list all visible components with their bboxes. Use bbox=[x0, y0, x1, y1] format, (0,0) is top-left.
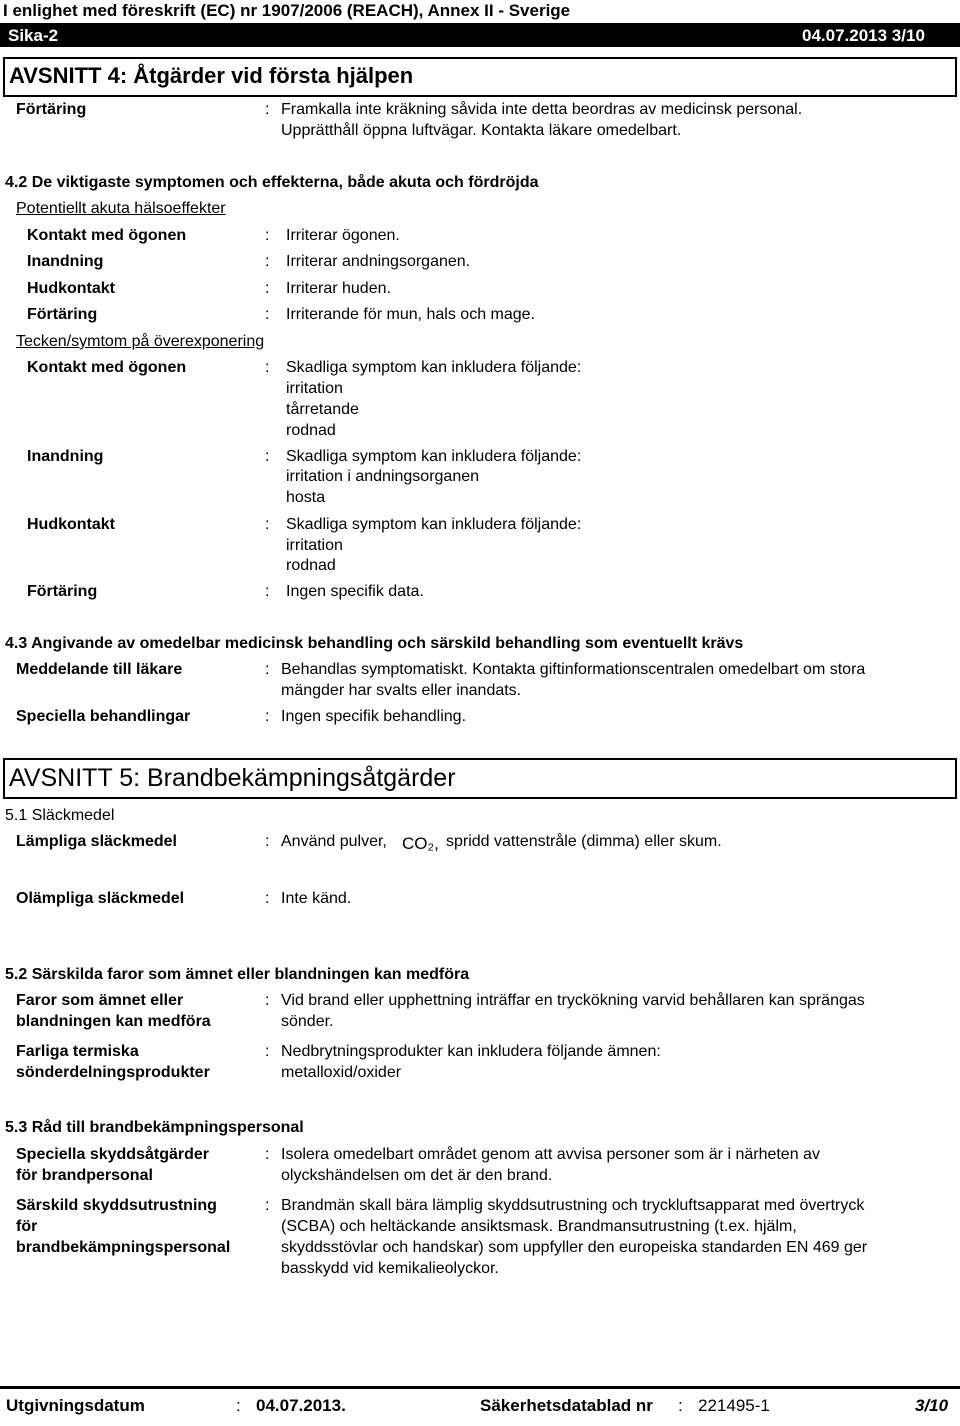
colon: : bbox=[265, 661, 270, 678]
colon: : bbox=[265, 583, 270, 600]
colon: : bbox=[265, 306, 270, 323]
document-header-title: I enlighet med föreskrift (EC) nr 1907/2006 (REACH), Annex II - Sverige bbox=[3, 1, 571, 20]
section-5-heading: AVSNITT 5: Brandbekämpningsåtgärder bbox=[9, 764, 456, 792]
signs-skin-line: Skadliga symptom kan inkludera följande: bbox=[286, 516, 582, 533]
acute-ingestion-label: Förtäring bbox=[27, 306, 98, 323]
colon: : bbox=[265, 359, 270, 376]
colon: : bbox=[265, 280, 270, 297]
colon: : bbox=[265, 1043, 270, 1060]
equipment-line: Brandmän skall bära lämplig skyddsutrustning och tryckluftsapparat med övertryck bbox=[281, 1197, 865, 1214]
equipment-line: basskydd vid kemikalieolyckor. bbox=[281, 1260, 499, 1277]
colon: : bbox=[265, 1146, 270, 1163]
signs-inhalation-line: hosta bbox=[286, 489, 326, 506]
colon: : bbox=[265, 516, 270, 533]
colon: : bbox=[265, 253, 270, 270]
signs-eye-line: tårretande bbox=[286, 401, 359, 418]
subsection-5-3-heading: 5.3 Råd till brandbekämpningspersonal bbox=[5, 1119, 304, 1136]
signs-skin-line: rodnad bbox=[286, 557, 336, 574]
hazards-label-line: Faror som ämnet eller bbox=[16, 992, 184, 1009]
section-4-heading: AVSNITT 4: Åtgärder vid första hjälpen bbox=[9, 63, 414, 88]
ingestion-line-2: Upprätthåll öppna luftvägar. Kontakta läkare omedelbart. bbox=[281, 122, 682, 139]
header-date-page: 04.07.2013 3/10 bbox=[802, 26, 925, 45]
signs-skin-line: irritation bbox=[286, 537, 343, 554]
colon: : bbox=[236, 1396, 241, 1415]
signs-inhalation-label: Inandning bbox=[27, 448, 104, 465]
acute-ingestion-value: Irriterande för mun, hals och mage. bbox=[286, 306, 536, 323]
signs-eye-line: Skadliga symptom kan inkludera följande: bbox=[286, 359, 582, 376]
subsection-4-2-heading: 4.2 De viktigaste symptomen och effekterna, både akuta och fördröjda bbox=[5, 174, 539, 191]
hazards-line: sönder. bbox=[281, 1013, 334, 1030]
acute-inhalation-label: Inandning bbox=[27, 253, 104, 270]
colon: : bbox=[265, 1197, 270, 1214]
special-treatment-value: Ingen specifik behandling. bbox=[281, 708, 467, 725]
signs-ingestion-label: Förtäring bbox=[27, 583, 98, 600]
colon: : bbox=[265, 890, 270, 907]
acute-skin-value: Irriterar huden. bbox=[286, 280, 391, 297]
suitable-media-label: Lämpliga släckmedel bbox=[16, 833, 177, 850]
footer-issue-label: Utgivningsdatum bbox=[6, 1396, 145, 1415]
suitable-media-rest: spridd vattenstråle (dimma) eller skum. bbox=[446, 833, 722, 850]
co2-symbol: CO₂, bbox=[402, 834, 439, 853]
footer-sds-label: Säkerhetsdatablad nr bbox=[480, 1396, 653, 1415]
hazards-label-line: blandningen kan medföra bbox=[16, 1013, 211, 1030]
doctor-note-line-1: Behandlas symptomatiskt. Kontakta giftinformationscentralen omedelbart om stora bbox=[281, 661, 866, 678]
colon: : bbox=[265, 101, 270, 118]
subsection-5-1-heading: 5.1 Släckmedel bbox=[5, 807, 115, 824]
equipment-line: skyddsstövlar och handskar) som uppfyller den europeiska standarden EN 469 ger bbox=[281, 1239, 868, 1256]
signs-eye-line: rodnad bbox=[286, 422, 336, 439]
ingestion-line-1: Framkalla inte kräkning såvida inte detta beordras av medicinsk personal. bbox=[281, 101, 803, 118]
acute-skin-label: Hudkontakt bbox=[27, 280, 115, 297]
colon: : bbox=[265, 227, 270, 244]
acute-eye-value: Irriterar ögonen. bbox=[286, 227, 400, 244]
ingestion-label: Förtäring bbox=[16, 101, 87, 118]
colon: : bbox=[678, 1396, 683, 1415]
thermal-line: Nedbrytningsprodukter kan inkludera följande ämnen: bbox=[281, 1043, 661, 1060]
signs-skin-label: Hudkontakt bbox=[27, 516, 115, 533]
precautions-label-line: Speciella skyddsåtgärder bbox=[16, 1146, 209, 1163]
precautions-line: olyckshändelsen om det är den brand. bbox=[281, 1167, 553, 1184]
footer-sds-number: 221495-1 bbox=[698, 1396, 770, 1415]
colon: : bbox=[265, 708, 270, 725]
special-treatment-label: Speciella behandlingar bbox=[16, 708, 191, 725]
signs-ingestion-line: Ingen specifik data. bbox=[286, 583, 424, 600]
footer-page-number: 3/10 bbox=[915, 1396, 949, 1415]
signs-eye-line: irritation bbox=[286, 380, 343, 397]
footer-issue-date: 04.07.2013. bbox=[256, 1396, 346, 1415]
doctor-note-label: Meddelande till läkare bbox=[16, 661, 183, 678]
subsection-5-2-heading: 5.2 Särskilda faror som ämnet eller blandningen kan medföra bbox=[5, 966, 470, 983]
acute-inhalation-value: Irriterar andningsorganen. bbox=[286, 253, 471, 270]
subsection-4-3-heading: 4.3 Angivande av omedelbar medicinsk behandling och särskild behandling som eventuellt krävs bbox=[5, 635, 744, 652]
thermal-label-line: Farliga termiska bbox=[16, 1043, 139, 1060]
equipment-line: (SCBA) och heltäckande ansiktsmask. Brandmansutrustning (t.ex. hjälm, bbox=[281, 1218, 797, 1235]
acute-eye-label: Kontakt med ögonen bbox=[27, 227, 187, 244]
product-name: Sika-2 bbox=[8, 26, 59, 45]
unsuitable-media-label: Olämpliga släckmedel bbox=[16, 890, 185, 907]
suitable-media-text: Använd pulver, bbox=[281, 833, 387, 850]
thermal-line: metalloxid/oxider bbox=[281, 1064, 402, 1081]
precautions-line: Isolera omedelbart området genom att avvisa personer som är i närheten av bbox=[281, 1146, 820, 1163]
colon: : bbox=[265, 448, 270, 465]
signs-inhalation-line: Skadliga symptom kan inkludera följande: bbox=[286, 448, 582, 465]
doctor-note-line-2: mängder har svalts eller inandats. bbox=[281, 682, 522, 699]
equipment-label-line: för bbox=[16, 1218, 38, 1235]
equipment-label-line: brandbekämpningspersonal bbox=[16, 1239, 231, 1256]
overexposure-title: Tecken/symtom på överexponering bbox=[16, 333, 265, 350]
unsuitable-media-value: Inte känd. bbox=[281, 890, 352, 907]
footer-rule bbox=[0, 1386, 960, 1389]
equipment-label-line: Särskild skyddsutrustning bbox=[16, 1197, 217, 1214]
colon: : bbox=[265, 992, 270, 1009]
colon: : bbox=[265, 831, 273, 852]
signs-eye-label: Kontakt med ögonen bbox=[27, 359, 187, 376]
precautions-label-line: för brandpersonal bbox=[16, 1167, 153, 1184]
thermal-label-line: sönderdelningsprodukter bbox=[16, 1064, 210, 1081]
signs-inhalation-line: irritation i andningsorganen bbox=[286, 468, 480, 485]
acute-effects-title: Potentiellt akuta hälsoeffekter bbox=[16, 200, 226, 217]
hazards-line: Vid brand eller upphettning inträffar en tryckökning varvid behållaren kan sprängas bbox=[281, 992, 865, 1009]
